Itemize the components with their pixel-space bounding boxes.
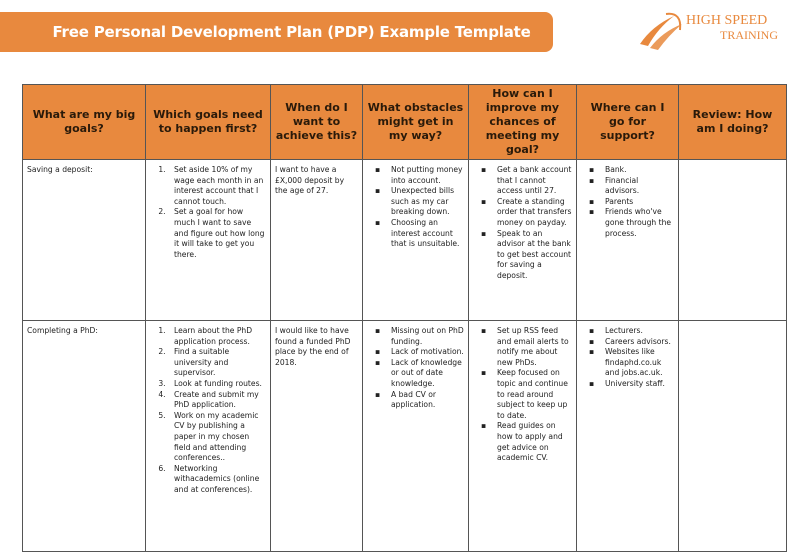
list-item: 1. Learn about the PhD application process. bbox=[168, 326, 266, 347]
list-item: ▪ Create a standing order that transfers money on payday. bbox=[491, 197, 572, 229]
column-header-first: Which goals need to happen first? bbox=[146, 85, 271, 160]
list-item: ▪ Read guides on how to apply and get advice on academic CV. bbox=[491, 421, 572, 463]
obstacles-list bbox=[367, 165, 464, 250]
list-item: ▪ Set up RSS feed and email alerts to notify me about new PhDs. bbox=[491, 326, 572, 368]
cell-goal[interactable] bbox=[23, 160, 146, 321]
list-item: 2. Find a suitable university and supervisor. bbox=[168, 347, 266, 379]
list-item: 5. Work on my academic CV by publishing a paper in my chosen field and attending conferences.. bbox=[168, 411, 266, 464]
logo-line2: TRAINING bbox=[720, 28, 778, 42]
list-item: ▪ Speak to an advisor at the bank to get best account for saving a deposit. bbox=[491, 229, 572, 282]
cell-improve[interactable] bbox=[469, 321, 577, 552]
column-header-goals: What are my big goals? bbox=[23, 85, 146, 160]
list-item: ▪ Choosing an interest account that is unsuitable. bbox=[385, 218, 464, 250]
cell-when[interactable] bbox=[271, 321, 363, 552]
list-item: ▪ Unexpected bills such as my car breaking down. bbox=[385, 186, 464, 218]
cell-first[interactable] bbox=[146, 160, 271, 321]
cell-review[interactable] bbox=[679, 321, 787, 552]
goal-text: Completing a PhD: bbox=[27, 326, 98, 335]
support-list bbox=[581, 326, 674, 390]
cell-support[interactable] bbox=[577, 160, 679, 321]
column-header-obstacles: What obstacles might get in my way? bbox=[363, 85, 469, 160]
list-item: 6. Networking withacademics (online and at conferences). bbox=[168, 464, 266, 496]
list-item: ▪ Keep focused on topic and continue to read around subject to keep up to date. bbox=[491, 368, 572, 421]
column-header-when: When do I want to achieve this? bbox=[271, 85, 363, 160]
cell-goal[interactable] bbox=[23, 321, 146, 552]
obstacles-list bbox=[367, 326, 464, 411]
list-item: 1. Set aside 10% of my wage each month in an interest account that I cannot touch. bbox=[168, 165, 266, 207]
improve-list bbox=[473, 326, 572, 464]
first-list bbox=[150, 326, 266, 496]
first-list bbox=[150, 165, 266, 260]
table-row bbox=[23, 160, 787, 321]
cell-obstacles[interactable] bbox=[363, 160, 469, 321]
list-item: ▪ Lecturers. bbox=[599, 326, 674, 337]
list-item: ▪ Financial advisors. bbox=[599, 176, 674, 197]
list-item: ▪ Not putting money into account. bbox=[385, 165, 464, 186]
list-item: 4. Create and submit my PhD application. bbox=[168, 390, 266, 411]
column-header-review: Review: How am I doing? bbox=[679, 85, 787, 160]
list-item: ▪ Parents bbox=[599, 197, 674, 208]
list-item: ▪ Get a bank account that I cannot access until 27. bbox=[491, 165, 572, 197]
pdp-table bbox=[22, 84, 787, 552]
list-item: ▪ Careers advisors. bbox=[599, 337, 674, 348]
cell-improve[interactable] bbox=[469, 160, 577, 321]
list-item: ▪ Missing out on PhD funding. bbox=[385, 326, 464, 347]
support-list bbox=[581, 165, 674, 239]
cell-when[interactable] bbox=[271, 160, 363, 321]
cell-review[interactable] bbox=[679, 160, 787, 321]
table-row bbox=[23, 321, 787, 552]
table-header-row bbox=[23, 85, 787, 160]
high-speed-training-logo bbox=[636, 10, 796, 52]
when-text: I would like to have found a funded PhD place by the end of 2018. bbox=[275, 326, 351, 367]
list-item: ▪ University staff. bbox=[599, 379, 674, 390]
column-header-support: Where can I go for support? bbox=[577, 85, 679, 160]
column-header-improve: How can I improve my chances of meeting my goal? bbox=[469, 85, 577, 160]
swoosh-logo-icon bbox=[636, 10, 686, 52]
list-item: ▪ Lack of knowledge or out of date knowledge. bbox=[385, 358, 464, 390]
list-item: ▪ Lack of motivation. bbox=[385, 347, 464, 358]
goal-text: Saving a deposit: bbox=[27, 165, 93, 174]
title-banner bbox=[0, 12, 553, 52]
cell-first[interactable] bbox=[146, 321, 271, 552]
list-item: ▪ A bad CV or application. bbox=[385, 390, 464, 411]
page-title: Free Personal Development Plan (PDP) Example Template bbox=[52, 23, 531, 41]
when-text: I want to have a £X,000 deposit by the age of 27. bbox=[275, 165, 345, 196]
logo-line1: HIGH SPEED bbox=[686, 13, 768, 28]
list-item: ▪ Friends who've gone through the process. bbox=[599, 207, 674, 239]
cell-support[interactable] bbox=[577, 321, 679, 552]
list-item: ▪ Bank. bbox=[599, 165, 674, 176]
improve-list bbox=[473, 165, 572, 282]
cell-obstacles[interactable] bbox=[363, 321, 469, 552]
list-item: 3. Look at funding routes. bbox=[168, 379, 266, 390]
list-item: 2. Set a goal for how much I want to save and figure out how long it will take to get you there. bbox=[168, 207, 266, 260]
list-item: ▪ Websites like findaphd.co.uk and jobs.ac.uk. bbox=[599, 347, 674, 379]
